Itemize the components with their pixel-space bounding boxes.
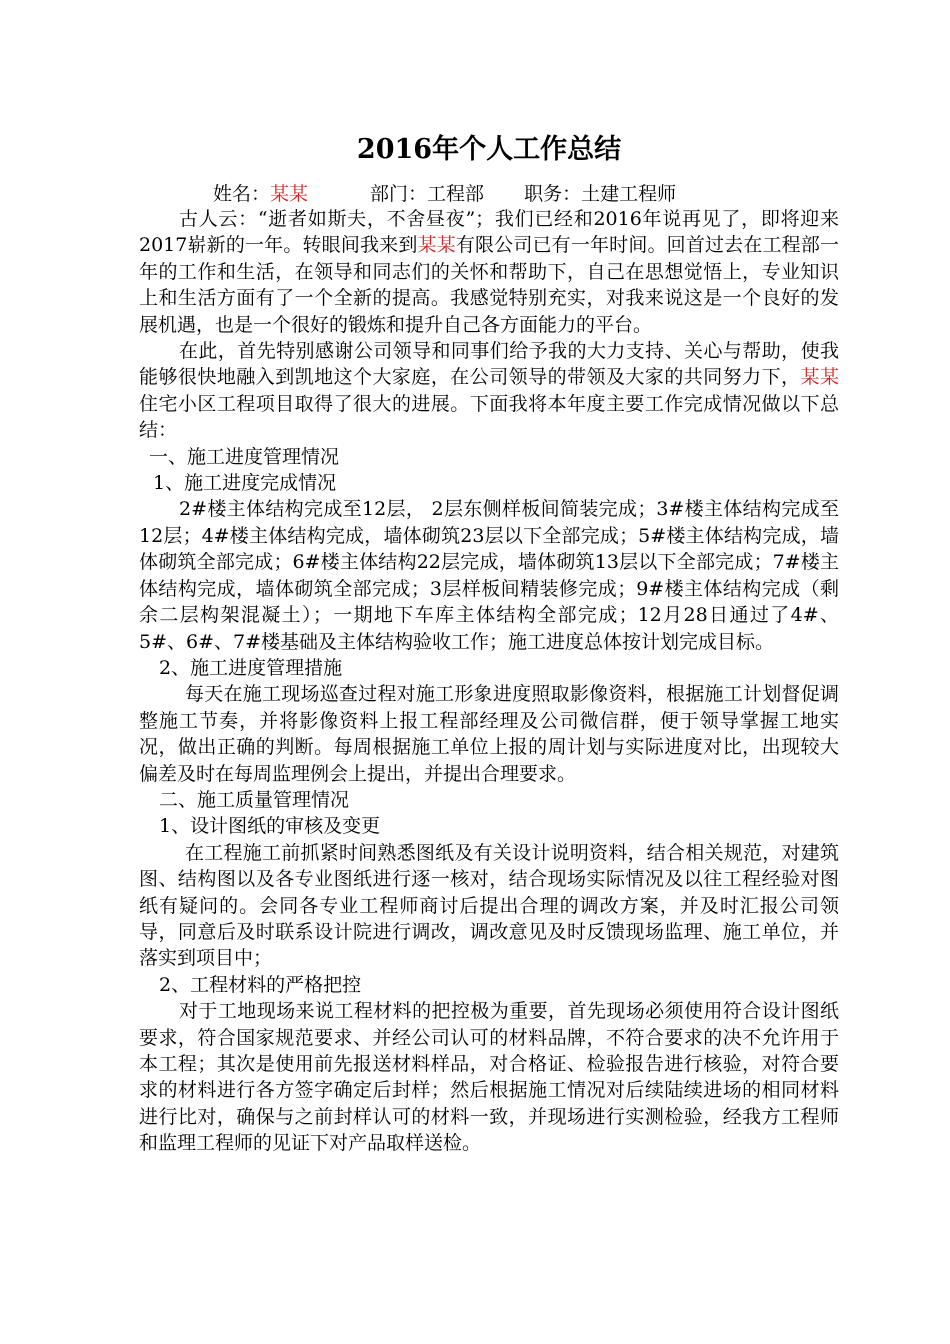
project-name-highlight: 某某: [800, 366, 839, 389]
document-body: [139, 206, 839, 1157]
position-value: 土建工程师: [581, 183, 677, 205]
intro-paragraph-2: [139, 338, 839, 444]
section-1-sub-1-text: 2#楼主体结构完成至12层， 2层东侧样板间简装完成；3#楼主体结构完成至12层；4#楼主体结构完成，墙体砌筑23层以下全部完成；5#楼主体结构完成，墙体砌筑全部完成；6#楼主体结构22层完成，墙体砌筑13层以下全部完成；7#楼主体结构完成，墙体砌筑全部完成；3层样板间精装修完成；9#楼主体结构完成（剩余二层构架混凝土）；一期地下车库主体结构全部完成；12月28日通过了4#、5#、6#、7#楼基础及主体结构验收工作；施工进度总体按计划完成目标。: [139, 498, 839, 653]
position-label: 职务：: [524, 183, 582, 205]
intro-p2-text: 在此，首先特别感谢公司领导和同事们给予我的大力支持、关心与帮助，使我能够很快地融入到凯地这个大家庭，在公司领导的带领及大家的共同努力下，: [139, 340, 839, 389]
section-1-sub-2-text: 每天在施工现场巡查过程对施工形象进度照取影像资料，根据施工计划督促调整施工节奏，并将影像资料上报工程部经理及公司微信群，便于领导掌握工地实况，做出正确的判断。每周根据施工单位上报的周计划与实际进度对比，出现较大偏差及时在每周监理例会上提出，并提出合理要求。: [139, 683, 839, 785]
document-page: [139, 128, 839, 1157]
section-2-sub-2-text: 对于工地现场来说工程材料的把控极为重要，首先现场必须使用符合设计图纸要求，符合国家规范要求、并经公司认可的材料品牌，不符合要求的决不允许用于本工程；其次是使用前先报送材料样品，对合格证、检验报告进行核验，对符合要求的材料进行各方签字确定后封样；然后根据施工情况对后续陆续进场的相同材料进行比对，确保与之前封样认可的材料一致，并现场进行实测检验，经我方工程师和监理工程师的见证下对产品取样送检。: [139, 1000, 839, 1155]
intro-p2-rest: 住宅小区工程项目取得了很大的进展。下面我将本年度主要工作完成情况做以下总结：: [139, 392, 839, 442]
name-value: 某某: [270, 183, 309, 205]
section-2-sub-1-heading: 1、设计图纸的审核及变更: [159, 815, 381, 838]
section-1-sub-1-heading: 1、施工进度完成情况: [153, 472, 337, 495]
section-1-heading: 一、施工进度管理情况: [149, 445, 340, 468]
section-2-heading: 二、施工质量管理情况: [159, 788, 350, 811]
author-info-line: [139, 182, 839, 206]
dept-value: 工程部: [427, 183, 485, 205]
document-title: 2016年个人工作总结: [356, 134, 622, 165]
company-name-highlight: 某某: [417, 234, 456, 257]
section-2-sub-2-heading: 2、工程材料的严格把控: [159, 973, 362, 996]
section-2-sub-1-text: 在工程施工前抓紧时间熟悉图纸及有关设计说明资料，结合相关规范，对建筑图、结构图以及各专业图纸进行逐一核对，结合现场实际情况及以往工程经验对图纸有疑问的。会同各专业工程师商讨后提出合理的调改方案，并及时汇报公司领导，同意后及时联系设计院进行调改，调改意见及时反馈现场监理、施工单位，并落实到项目中；: [139, 841, 839, 970]
intro-paragraph-1: [139, 206, 839, 338]
intro-p1-rest: 有限公司已有一年时间。回首过去在工程部一年的工作和生活，在领导和同志们的关怀和帮助下，自己在思想觉悟上，专业知识上和生活方面有了一个全新的提高。我感觉特别充实，对我来说这是一个良好的发展机遇，也是一个很好的锻炼和提升自己各方面能力的平台。: [139, 234, 839, 336]
section-1-sub-2-heading: 2、施工进度管理措施: [159, 656, 343, 679]
intro-p1-text: 古人云：“逝者如斯夫，不舍昼夜”；我们已经和2016年说再见了，即将迎来2017崭新的一年。转眼间我来到: [139, 208, 839, 257]
name-label: 姓名：: [213, 183, 271, 205]
dept-label: 部门：: [370, 183, 428, 205]
